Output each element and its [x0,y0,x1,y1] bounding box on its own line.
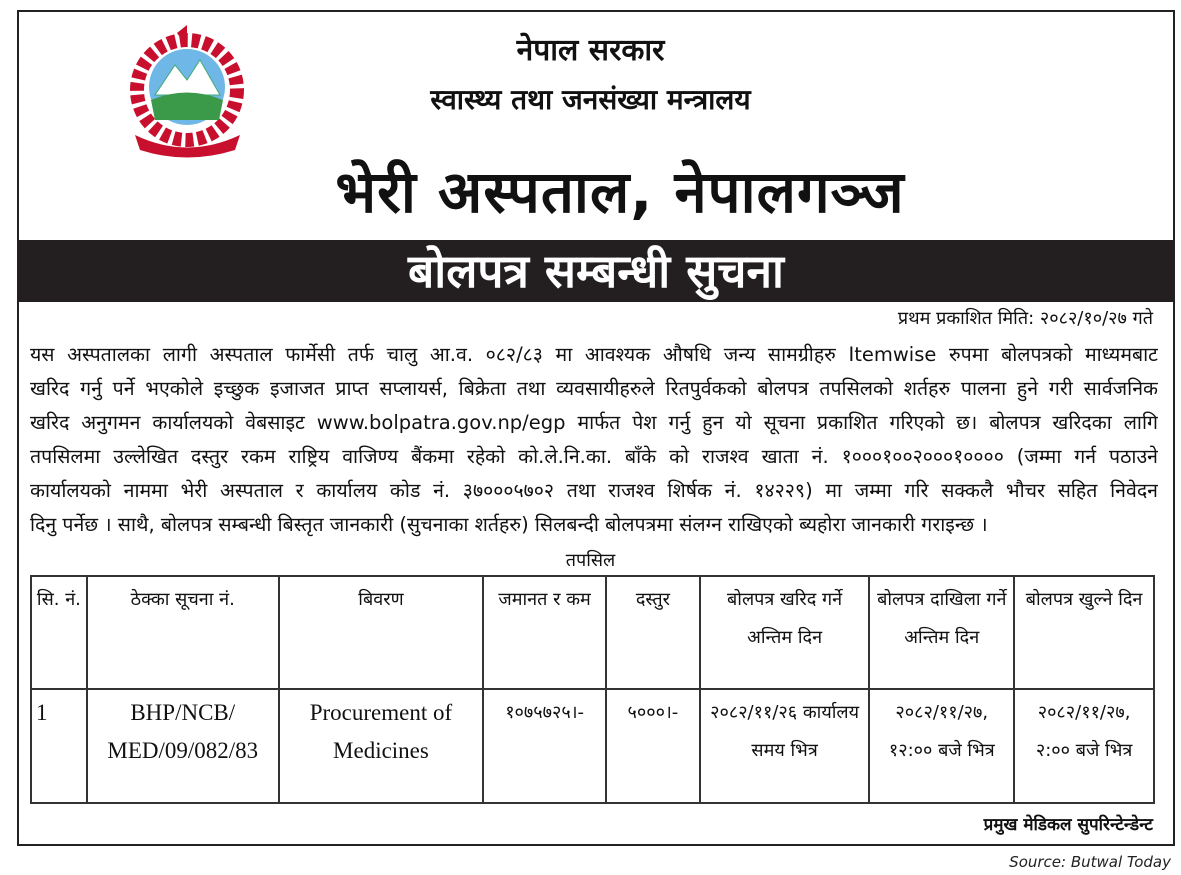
table-header-row [31,576,1154,689]
body-line: खरिद गर्नु पर्ने भएकोले इच्छुक इजाजत प्राप्त सप्लायर्स, बिक्रेता तथा व्यवसायीहरुले रितपुर्वकको बोलपत्र तपसिलको शर्तहरु पालना हुने गरी सार्वजनिक [30,377,1158,400]
cell-opening-date: २०८२/११/२७, २:०० बजे भित्र [1014,689,1154,803]
government-title: नेपाल सरकार [516,33,665,68]
body-line: दिनु पर्नेछ । साथै, बोलपत्र सम्बन्धी बिस्तृत जानकारी (सुचनाका शर्तहरु) सिलबन्दी बोलपत्रमा संलग्न राखिएको ब्यहोरा जानकारी गराइन्छ । [30,513,988,536]
col-header-opening-date: बोलपत्र खुल्ने दिन [1014,576,1154,689]
col-header-security: जमानत र कम [483,576,606,689]
col-header-submission-deadline: बोलपत्र दाखिला गर्ने अन्तिम दिन [869,576,1014,689]
signature: प्रमुख मेडिकल सुपरिन्टेन्डेन्ट [983,815,1153,835]
cell-fee: ५०००।- [606,689,700,803]
body-line: तपसिलमा उल्लेखित दस्तुर रकम राष्ट्रिय वाजिण्य बैंकमा रहेको को.ले.नि.का. बाँके को राजश्व खाता नं. १०००१००२०००१०००० (जम्मा गर्न पठाउने [30,445,1158,468]
body-line: कार्यालयको नाममा भेरी अस्पताल र कार्यालय कोड नं. ३७०००५७०२ तथा राजश्व शिर्षक नं. १४२२९) मा जम्मा गरि सक्कलै भौचर सहित निवेदन [30,479,1158,502]
notice-body [30,338,1158,542]
table-caption: तपसिल [565,550,616,571]
publish-date: प्रथम प्रकाशित मिति: २०८२/१०/२७ गते [897,308,1153,329]
cell-purchase-deadline: २०८२/११/२६ कार्यालय समय भित्र [700,689,870,803]
ministry-title: स्वास्थ्य तथा जनसंख्या मन्त्रालय [430,83,751,116]
notice-title-band: बोलपत्र सम्बन्धी सुचना [17,240,1175,302]
cell-submission-deadline: २०८२/११/२७, १२:०० बजे भित्र [869,689,1014,803]
body-line: यस अस्पतालका लागी अस्पताल फार्मेसी तर्फ चालु आ.व. ०८२/८३ मा आवश्यक औषधि जन्य सामग्रीहरु Itemwise रुपमा बोलपत्रको माध्यमबाट [30,343,1158,366]
table-row [31,689,1154,803]
col-header-sn: सि. नं. [31,576,87,689]
col-header-purchase-deadline: बोलपत्र खरिद गर्ने अन्तिम दिन [700,576,870,689]
cell-description: Procurement of Medicines [279,689,484,803]
col-header-description: बिवरण [279,576,484,689]
col-header-notice-no: ठेक्का सूचना नं. [87,576,279,689]
body-line: खरिद अनुगमन कार्यालयको वेबसाइट www.bolpatra.gov.np/egp मार्फत पेश गर्नु हुन यो सूचना प्रकाशित गरिएको छ। बोलपत्र खरिदका लागि [30,411,1158,434]
col-header-fee: दस्तुर [606,576,700,689]
cell-sn: 1 [31,689,87,803]
cell-security: १०७५७२५।- [483,689,606,803]
source-credit: Source: Butwal Today [1009,853,1171,871]
tender-table [30,575,1155,804]
cell-notice-no: BHP/NCB/ MED/09/082/83 [87,689,279,803]
hospital-title: भेरी अस्पताल, नेपालगञ्ज [335,158,905,226]
